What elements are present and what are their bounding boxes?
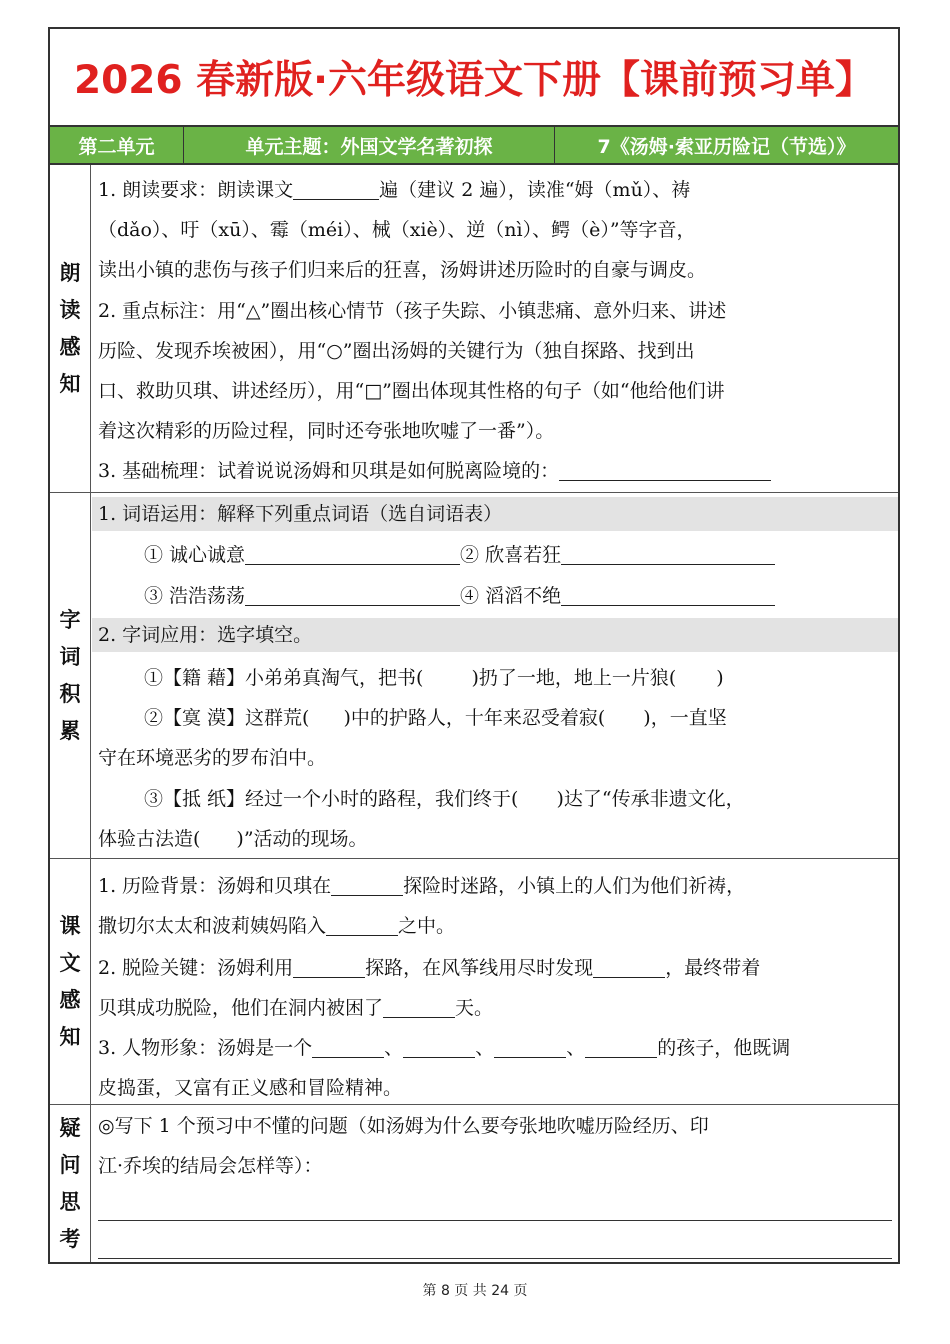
- page-title: 2026 春新版·六年级语文下册【课前预习单】: [74, 58, 874, 103]
- text-line: 3. 人物形象：汤姆是一个 、 、 、 的孩子，他既调: [98, 1031, 892, 1065]
- answer-blank[interactable]: [494, 1033, 566, 1058]
- lesson-cell: 7《汤姆·索亚历险记（节选）》: [597, 135, 856, 158]
- section-label-text: 课 文 感 知: [50, 859, 91, 1104]
- text-line: 口、救助贝琪、讲述经历），用“□”圈出体现其性格的句子（如“他给他们讲: [98, 380, 725, 402]
- answer-blank[interactable]: [403, 1033, 475, 1058]
- answer-blank[interactable]: [293, 953, 365, 978]
- answer-blank[interactable]: [312, 1033, 384, 1058]
- text-line: 1. 历险背景：汤姆和贝琪在 探险时迷路，小镇上的人们为他们祈祷，: [98, 869, 892, 903]
- text-line: 贝琪成功脱险，他们在洞内被困了 天。: [98, 991, 892, 1025]
- header-bar: [50, 125, 898, 165]
- word-blank[interactable]: [561, 581, 775, 606]
- text-line: 撒切尔太太和波莉姨妈陷入 之中。: [98, 909, 892, 943]
- word-row: ③ 浩浩荡荡 ④ 滔滔不绝: [98, 579, 892, 613]
- section-reading: [50, 165, 898, 493]
- answer-blank[interactable]: [559, 456, 771, 481]
- text-line: 皮捣蛋，又富有正义感和冒险精神。: [98, 1077, 403, 1099]
- word-blank[interactable]: [561, 540, 775, 565]
- section-label-vocab: 字 词 积 累: [50, 493, 91, 858]
- subheading: 2. 字词应用：选字填空。: [92, 618, 898, 652]
- text-line: 体验古法造( )”活动的现场。: [98, 828, 368, 850]
- text-line: 1. 朗读要求：朗读课文 遍（建议 2 遍），读准“姆（mǔ）、祷: [98, 173, 892, 207]
- unit-cell: 第二单元: [50, 127, 184, 163]
- text-line: 江·乔埃的结局会怎样等）：: [98, 1155, 323, 1177]
- section-text: [50, 859, 898, 1105]
- subheading: 1. 词语运用：解释下列重点词语（选自词语表）: [92, 497, 898, 531]
- answer-blank[interactable]: [383, 993, 455, 1018]
- answer-blank[interactable]: [593, 953, 665, 978]
- text-line: 守在环境恶劣的罗布泊中。: [98, 747, 327, 769]
- text-line: ◎写下 1 个预习中不懂的问题（如汤姆为什么要夸张地吹嘘历险经历、印: [98, 1115, 709, 1137]
- section-body-question: [98, 1105, 892, 1262]
- text-line: 2. 重点标注：用“△”圈出核心情节（孩子失踪、小镇悲痛、意外归来、讲述: [98, 300, 727, 322]
- writing-line[interactable]: [98, 1258, 892, 1259]
- theme-cell: 单元主题：外国文学名著初探: [184, 127, 555, 163]
- text-line: 历险、发现乔埃被困），用“○”圈出汤姆的关键行为（独自探路、找到出: [98, 340, 695, 362]
- section-vocab: [50, 493, 898, 859]
- text-line: ①【籍 藉】小弟弟真淘气，把书( )扔了一地，地上一片狼( ): [144, 667, 724, 689]
- text-line: 着这次精彩的历险过程，同时还夸张地吹嘘了一番”）。: [98, 420, 555, 442]
- word-row: ① 诚心诚意 ② 欣喜若狂: [98, 538, 892, 572]
- worksheet-frame: [48, 27, 900, 1264]
- answer-blank[interactable]: [326, 911, 398, 936]
- word-blank[interactable]: [245, 581, 460, 606]
- section-body-reading: [98, 165, 892, 492]
- text-line: ②【寞 漠】这群荒( )中的护路人，十年来忍受着寂( )，一直坚: [144, 707, 727, 729]
- text-line: （dǎo）、吁（xū）、霉（méi）、械（xiè）、逆（nì）、鳄（è）”等字音，: [98, 219, 696, 241]
- word-blank[interactable]: [245, 540, 460, 565]
- answer-blank[interactable]: [331, 871, 403, 896]
- section-body-text: [98, 859, 892, 1104]
- text-line: 2. 脱险关键：汤姆利用 探路，在风筝线用尽时发现 ，最终带着: [98, 951, 892, 985]
- text-line: 读出小镇的悲伤与孩子们归来后的狂喜，汤姆讲述历险时的自豪与调皮。: [98, 259, 707, 281]
- page-footer: 第 8 页 共 24 页: [422, 1283, 528, 1299]
- writing-line[interactable]: [98, 1220, 892, 1221]
- answer-blank[interactable]: [585, 1033, 657, 1058]
- section-question: [50, 1105, 898, 1262]
- text-line: ③【抵 纸】经过一个小时的路程，我们终于( )达了“传承非遗文化，: [144, 788, 745, 810]
- blank-line[interactable]: [293, 175, 379, 200]
- section-label-question: 疑 问 思 考: [50, 1105, 91, 1262]
- section-label-reading: 朗 读 感 知: [50, 165, 91, 492]
- section-body-vocab: [98, 493, 892, 858]
- text-line: 3. 基础梳理：试着说说汤姆和贝琪是如何脱离险境的：: [98, 454, 892, 488]
